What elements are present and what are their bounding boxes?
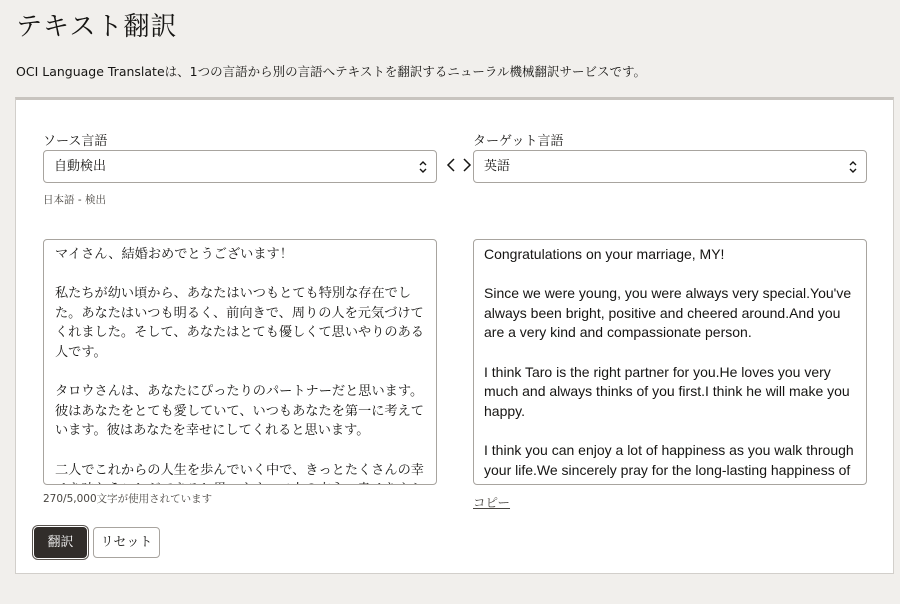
- swap-languages-icon[interactable]: [444, 155, 474, 175]
- source-text-input[interactable]: [43, 239, 437, 485]
- source-language-label: ソース言語: [43, 134, 108, 149]
- target-paragraph: Since we were young, you were always very special.You've always been bright, positive and cheered around.And you are a very kind and compassionate person.: [484, 285, 852, 341]
- source-paragraph: 私たちが幼い頃から、あなたはいつもとても特別な存在でした。あなたはいつも明るく、前向きで、周りの人を元気づけてくれました。そして、あなたはとても優しくて思いやりのある人です。: [55, 286, 424, 360]
- character-count: 270/5,000文字が使用されています: [43, 493, 213, 505]
- target-language-label: ターゲット言語: [473, 134, 564, 149]
- chevron-up-down-icon: [418, 158, 428, 176]
- detected-language: 日本語 - 検出: [43, 194, 106, 206]
- target-paragraph: I think Taro is the right partner for you.He loves you very much and always thinks of you first.I think he will make you happy.: [484, 363, 850, 419]
- source-language-value: 自動検出: [54, 159, 107, 174]
- translate-button[interactable]: 翻訳: [34, 527, 87, 558]
- source-language-select[interactable]: [43, 150, 437, 183]
- copy-link[interactable]: コピー: [473, 495, 511, 510]
- source-paragraph: マイさん、結婚おめでとうございます！: [55, 247, 293, 262]
- target-language-select[interactable]: [473, 150, 867, 183]
- reset-button[interactable]: リセット: [93, 527, 160, 558]
- target-paragraph: I think you can enjoy a lot of happiness as you walk through your life.We sincerely pray for the long-lasting happiness of: [484, 441, 854, 478]
- source-paragraph: タロウさんは、あなたにぴったりのパートナーだと思います。彼はあなたをとても愛していて、いつもあなたを第一に考えています。彼はあなたを幸せにしてくれると思います。: [55, 384, 424, 439]
- target-language-value: 英語: [484, 159, 511, 174]
- target-paragraph: Congratulations on your marriage, MY!: [484, 246, 725, 262]
- chevron-up-down-icon: [848, 158, 858, 176]
- source-paragraph: 二人でこれからの人生を歩んでいく中で、きっとたくさんの幸: [55, 462, 424, 478]
- page-description: OCI Language Translateは、1つの言語から別の言語へテキストを翻訳するニューラル機械翻訳サービスです。: [16, 64, 646, 79]
- translated-text-output[interactable]: [473, 239, 867, 485]
- page-title: テキスト翻訳: [16, 12, 178, 42]
- translate-panel: [15, 97, 894, 574]
